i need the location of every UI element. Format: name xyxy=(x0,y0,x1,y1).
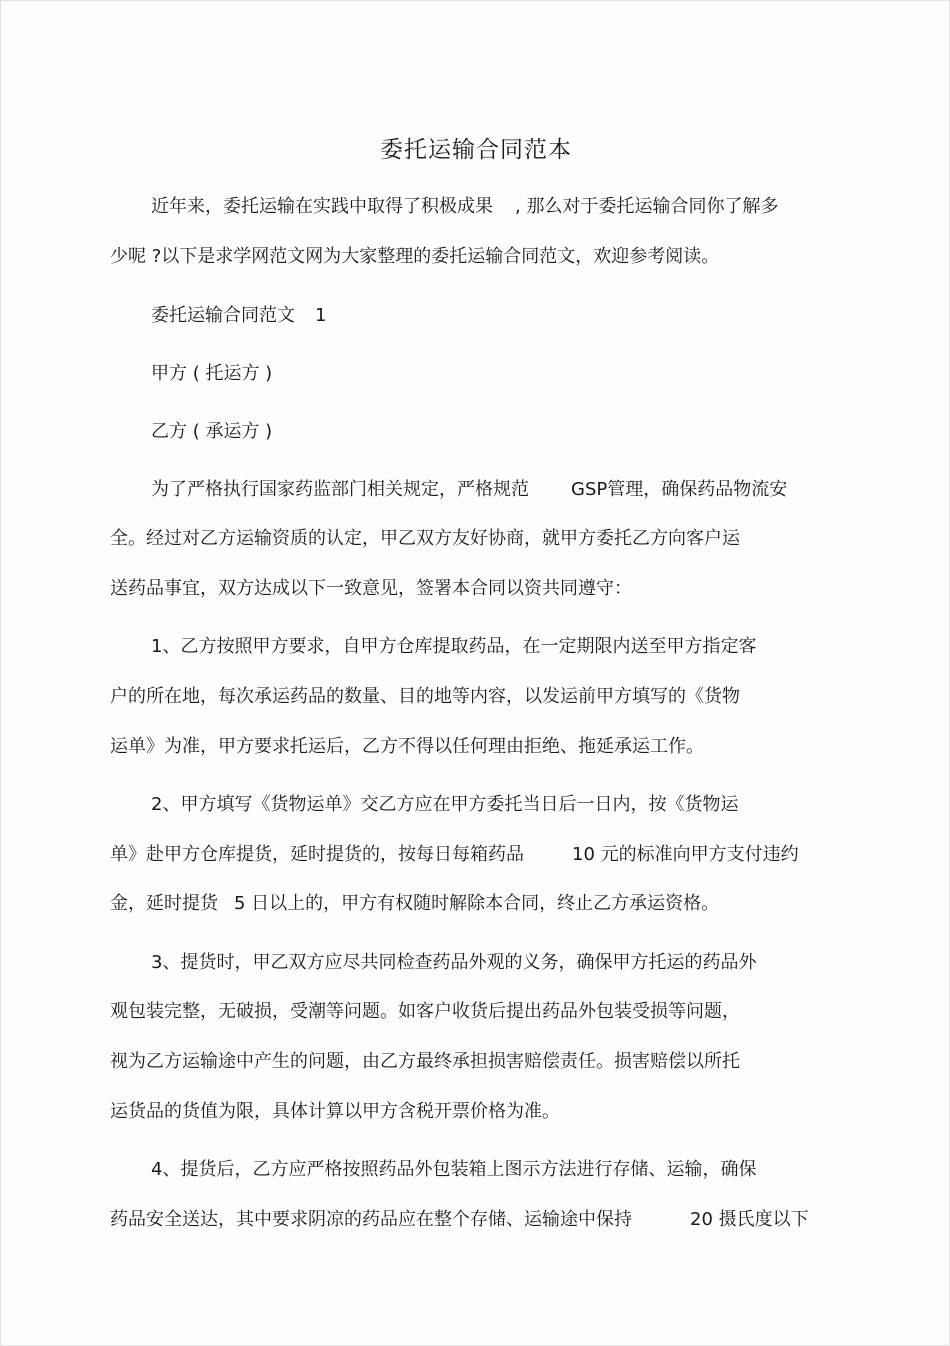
text-segment: 单》赴甲方仓库提货，延时提货的，按每日每箱药品 xyxy=(110,844,524,865)
party-a-line: 甲方 ( 托运方 ) xyxy=(151,363,273,384)
text-segment: GSP管理，确保药品物流安 xyxy=(571,479,788,500)
text-segment: 为了严格执行国家药监部门相关规定，严格规范 xyxy=(151,479,529,500)
text-line: 少呢 ?以下是求学网范文网为大家整理的委托运输合同范文，欢迎参考阅读。 xyxy=(110,246,720,267)
clause-3-line: 视为乙方运输途中产生的问题，由乙方最终承担损害赔偿责任。损害赔偿以所托 xyxy=(110,1051,740,1072)
clause-3-line: 观包装完整，无破损，受潮等问题。如客户收货后提出药品外包装受损等问题， xyxy=(110,1001,740,1022)
text-line: 送药品事宜，双方达成以下一致意见，签署本合同以资共同遵守： xyxy=(110,578,632,599)
document-title: 委托运输合同范本 xyxy=(380,137,572,163)
text-line xyxy=(151,477,787,503)
clause-1-line: 1、乙方按照甲方要求，自甲方仓库提取药品，在一定期限内送至甲方指定客 xyxy=(151,636,757,657)
clause-1-line: 户的所在地，每次承运药品的数量、目的地等内容，以发运前甲方填写的《货物 xyxy=(110,686,740,707)
text-segment: 5 日以上的，甲方有权随时解除本合同，终止乙方承运资格。 xyxy=(234,893,720,914)
clause-2-line xyxy=(110,842,799,868)
text-segment: 1 xyxy=(315,305,327,326)
clause-2-line: 2、甲方填写《货物运单》交乙方应在甲方委托当日后一日内，按《货物运 xyxy=(151,794,739,815)
text-segment: 委托运输合同范文 xyxy=(151,305,295,326)
text-segment: 金，延时提货 xyxy=(110,893,218,914)
clause-3-line: 运货品的货值为限，具体计算以甲方含税开票价格为准。 xyxy=(110,1101,560,1122)
clause-2-line xyxy=(110,891,719,917)
party-b-line: 乙方 ( 承运方 ) xyxy=(151,421,273,442)
clause-3-line: 3、提货时，甲乙双方应尽共同检查药品外观的义务，确保甲方托运的药品外 xyxy=(151,952,757,973)
section-heading xyxy=(151,303,326,329)
text-segment: 10 元的标准向甲方支付违约 xyxy=(572,844,799,865)
text-segment: 20 摄氏度以下 xyxy=(690,1209,809,1230)
text-segment: , 那么对于委托运输合同你了解多 xyxy=(515,196,779,217)
text-segment: 药品安全送达，其中要求阴凉的药品应在整个存储、运输途中保持 xyxy=(110,1209,632,1230)
clause-4-line: 4、提货后，乙方应严格按照药品外包装箱上图示方法进行存储、运输，确保 xyxy=(151,1159,757,1180)
clause-1-line: 运单》为准，甲方要求托运后，乙方不得以任何理由拒绝、拖延承运工作。 xyxy=(110,736,704,757)
clause-4-line xyxy=(110,1207,809,1233)
text-line xyxy=(151,194,778,220)
text-segment: 近年来，委托运输在实践中取得了积极成果 xyxy=(151,196,493,217)
text-line: 全。经过对乙方运输资质的认定，甲乙双方友好协商，就甲方委托乙方向客户运 xyxy=(110,528,740,549)
